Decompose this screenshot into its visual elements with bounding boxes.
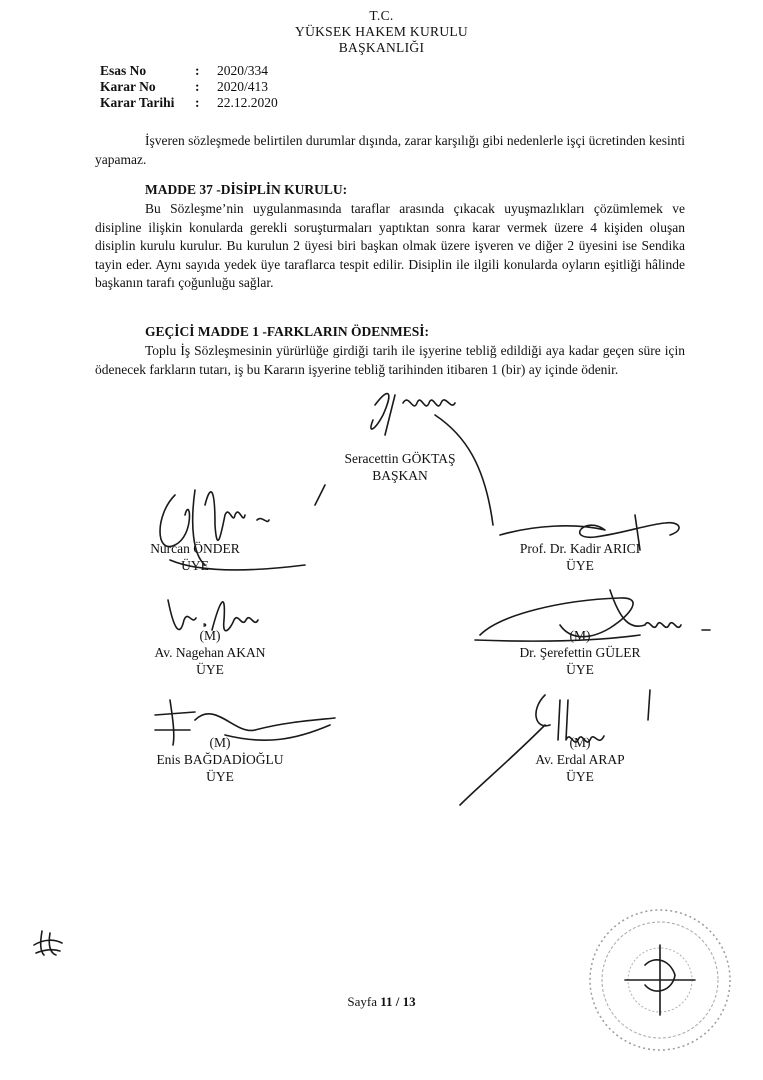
section1-text: Bu Sözleşme’nin uygulanmasında taraflar arasında çıkacak uyuşmazlıkları çözümlemek ve disipline ilişkin konularda gerekli soruşturmaları yaptıktan sonra karar vermek üzere 4 kişiden oluşan disiplin kurulu kurulur. Bu kurulun 2 üyesi biri başkan olmak üzere işveren ve diğer 2 üyesini ise Sendika tayin eder. Aynı sayıda yedek üye taraflarca tespit edilir. Disiplin ile ilgili konularda oyların eşitliği hâlinde başkanın tarafı çoğunluğu sağlar. xyxy=(95,201,685,290)
intro-paragraph xyxy=(95,132,685,169)
page-number: 11 / 13 xyxy=(380,994,416,1009)
member2-signature-scribble xyxy=(495,505,695,555)
meta-karar-tarihi xyxy=(100,95,278,111)
president-signature-scribble xyxy=(345,375,505,535)
meta-colon: : xyxy=(195,63,200,78)
signatory-mark: (M) xyxy=(569,735,591,750)
header-department: BAŞKANLIĞI xyxy=(338,40,425,55)
member3-signature-scribble xyxy=(160,590,280,650)
member5-signature-scribble xyxy=(145,690,345,750)
meta-value: 22.12.2020 xyxy=(217,95,278,110)
meta-esas-no xyxy=(100,63,268,79)
official-seal-icon xyxy=(585,905,735,1055)
member4-signature-scribble xyxy=(470,580,720,660)
signatory-mark: (M) xyxy=(569,628,591,643)
signatory-role: ÜYE xyxy=(566,558,594,573)
signatory-role: ÜYE xyxy=(566,662,594,677)
signatory-role: ÜYE xyxy=(196,662,224,677)
signatory-name: Seracettin GÖKTAŞ xyxy=(344,451,456,466)
signatory-mark: (M) xyxy=(209,735,231,750)
section1-title: MADDE 37 -DİSİPLİN KURULU: xyxy=(145,182,348,197)
section2-title: GEÇİCİ MADDE 1 -FARKLARIN ÖDENMESİ: xyxy=(145,324,430,339)
signatory-name: Nurcan ÖNDER xyxy=(150,541,240,556)
signatory-name: Av. Erdal ARAP xyxy=(535,752,625,767)
signatory-name: Av. Nagehan AKAN xyxy=(154,645,266,660)
page-label: Sayfa xyxy=(347,994,381,1009)
signatory-name: Dr. Şerefettin GÜLER xyxy=(519,645,641,660)
meta-karar-no xyxy=(100,79,268,95)
section2-text: Toplu İş Sözleşmesinin yürürlüğe girdiği tarih ile işyerine tebliğ edildiği aya kadar geçen süre için ödenecek farkların tutarı, iş bu Kararın işyerine tebliğ tarihinden itibaren 1 (bir) ay içinde ödenir. xyxy=(95,343,685,377)
section2-paragraph xyxy=(95,342,685,379)
section1-paragraph xyxy=(95,200,685,293)
signatory-role: ÜYE xyxy=(181,558,209,573)
initials-icon xyxy=(28,925,68,960)
meta-colon: : xyxy=(195,95,200,110)
meta-key: Esas No xyxy=(100,63,147,78)
signatory-name: Prof. Dr. Kadir ARICI xyxy=(519,541,641,556)
meta-key: Karar Tarihi xyxy=(100,95,175,110)
intro-text: İşveren sözleşmede belirtilen durumlar dışında, zarar karşılığı gibi nedenlerle işçi ücretinden kesinti yapamaz. xyxy=(95,133,685,167)
header-tc: T.C. xyxy=(369,8,394,23)
signatory-role: ÜYE xyxy=(566,769,594,784)
signatory-name: Enis BAĞDADİOĞLU xyxy=(156,752,284,767)
page-footer xyxy=(0,994,763,1010)
member1-signature-scribble xyxy=(145,475,345,585)
meta-value: 2020/334 xyxy=(217,63,269,78)
signatory-role: BAŞKAN xyxy=(372,468,428,483)
meta-colon: : xyxy=(195,79,200,94)
header-institution: YÜKSEK HAKEM KURULU xyxy=(295,24,468,39)
signatory-role: ÜYE xyxy=(206,769,234,784)
signatory-mark: (M) xyxy=(199,628,221,643)
meta-key: Karar No xyxy=(100,79,156,94)
meta-value: 2020/413 xyxy=(217,79,269,94)
member6-signature-scribble xyxy=(450,680,660,810)
